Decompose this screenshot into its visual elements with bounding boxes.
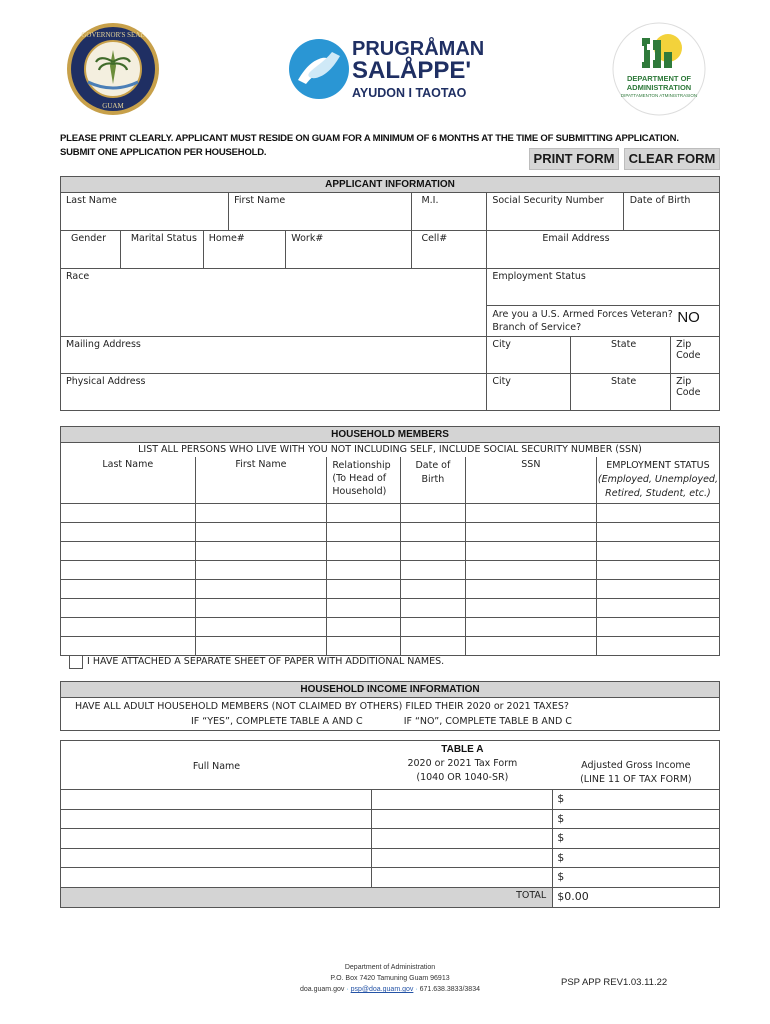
last-name-field[interactable]: Last Name xyxy=(61,193,229,231)
ta-form-input[interactable] xyxy=(372,868,553,888)
hm-last-input[interactable] xyxy=(61,503,196,522)
additional-names-checkbox[interactable] xyxy=(69,655,83,669)
table-a xyxy=(60,740,720,908)
program-title-2: SALÅPPE' xyxy=(352,57,472,84)
clear-form-button[interactable]: CLEAR FORM xyxy=(624,148,720,170)
veteran-cell xyxy=(487,306,720,337)
ta-name-input[interactable] xyxy=(61,868,372,888)
table-a-agi-line-1: Adjusted Gross Income xyxy=(581,760,691,771)
hm-rel-input[interactable] xyxy=(327,579,401,598)
hm-rel-input[interactable] xyxy=(327,636,401,655)
ta-agi-input[interactable]: $ xyxy=(553,868,720,888)
hm-col-relationship xyxy=(327,457,401,504)
footer-phone: 671.638.3833/3834 xyxy=(419,986,480,993)
hm-ssn-input[interactable] xyxy=(465,598,596,617)
ta-agi-input[interactable]: $ xyxy=(553,848,720,868)
hm-ssn-input[interactable] xyxy=(465,522,596,541)
hm-emp-input[interactable] xyxy=(596,541,719,560)
hm-emp-line-3: Retired, Student, etc.) xyxy=(605,487,711,499)
hm-col-first-name xyxy=(195,457,327,504)
table-a-full-name-header xyxy=(61,741,372,790)
mailing-city-field[interactable]: City xyxy=(487,337,571,374)
hm-dob-input[interactable] xyxy=(400,560,465,579)
marital-status-field[interactable]: Marital Status xyxy=(120,231,203,269)
instruction-line-2: SUBMIT ONE APPLICATION PER HOUSEHOLD. xyxy=(60,147,267,158)
hm-rel-input[interactable] xyxy=(327,522,401,541)
hm-last-input[interactable] xyxy=(61,541,196,560)
race-field[interactable]: Race xyxy=(61,269,487,337)
hm-last-input[interactable] xyxy=(61,617,196,636)
hm-ssn-input[interactable] xyxy=(465,560,596,579)
hm-rel-input[interactable] xyxy=(327,541,401,560)
hm-first-input[interactable] xyxy=(195,522,327,541)
revision-label: PSP APP REV1.03.11.22 xyxy=(561,977,668,988)
hm-emp-input[interactable] xyxy=(596,617,719,636)
hm-col-last-name-label: Last Name xyxy=(102,458,154,470)
physical-state-field[interactable]: State xyxy=(571,374,671,411)
hm-last-input[interactable] xyxy=(61,636,196,655)
veteran-question: Are you a U.S. Armed Forces Veteran? xyxy=(492,309,673,320)
table-row[interactable] xyxy=(61,868,720,888)
hm-rel-input[interactable] xyxy=(327,503,401,522)
hm-first-input[interactable] xyxy=(195,598,327,617)
table-a-form-line-1: 2020 or 2021 Tax Form xyxy=(407,758,518,769)
table-row[interactable] xyxy=(61,848,720,868)
hm-rel-input[interactable] xyxy=(327,560,401,579)
hm-emp-input[interactable] xyxy=(596,579,719,598)
mailing-state-field[interactable]: State xyxy=(571,337,671,374)
doa-line-3: DIPATTAMENTON ATMINISTRASION xyxy=(620,93,698,98)
table-a-form-line-2: (1040 OR 1040-SR) xyxy=(416,772,509,783)
hm-dob-input[interactable] xyxy=(400,617,465,636)
applicant-section-title: APPLICANT INFORMATION xyxy=(61,177,720,193)
income-options xyxy=(75,714,705,729)
footer-line-1: Department of Administration xyxy=(344,964,436,971)
hm-dob-line-2: Birth xyxy=(421,473,445,485)
income-question: HAVE ALL ADULT HOUSEHOLD MEMBERS (NOT CLAIMED BY OTHERS) FILED THEIR 2020 or 2021 TAXES? xyxy=(75,701,569,712)
hm-col-ssn-label: SSN xyxy=(521,458,541,470)
household-members-table xyxy=(60,426,720,656)
footer-line-2: P.O. Box 7420 Tamuning Guam 96913 xyxy=(330,975,450,982)
hm-first-input[interactable] xyxy=(195,617,327,636)
seal-top-text: GOVERNOR'S SEAL xyxy=(81,31,145,39)
hm-ssn-input[interactable] xyxy=(465,579,596,598)
hm-rel-line-3: Household) xyxy=(332,485,387,497)
ta-form-input[interactable] xyxy=(372,790,553,810)
hm-col-first-name-label: First Name xyxy=(235,458,287,470)
hm-first-input[interactable] xyxy=(195,503,327,522)
ta-form-input[interactable] xyxy=(372,809,553,829)
hm-ssn-input[interactable] xyxy=(465,541,596,560)
table-row[interactable] xyxy=(61,809,720,829)
table-row[interactable] xyxy=(61,503,720,522)
table-a-total-value: $0.00 xyxy=(553,887,720,907)
email-field[interactable]: Email Address xyxy=(487,231,720,269)
hm-first-input[interactable] xyxy=(195,579,327,598)
dob-field[interactable]: Date of Birth xyxy=(623,193,719,231)
veteran-select[interactable]: NO xyxy=(677,309,700,326)
hm-emp-input[interactable] xyxy=(596,560,719,579)
hm-first-input[interactable] xyxy=(195,636,327,655)
hm-rel-line-2: (To Head of xyxy=(332,472,387,484)
income-section-title: HOUSEHOLD INCOME INFORMATION xyxy=(61,682,720,698)
hm-emp-line-1: EMPLOYMENT STATUS xyxy=(606,459,710,471)
hm-last-input[interactable] xyxy=(61,598,196,617)
hm-ssn-input[interactable] xyxy=(465,617,596,636)
table-a-form-header xyxy=(372,741,553,790)
instruction-line-1: PLEASE PRINT CLEARLY. APPLICANT MUST RESIDE ON GUAM FOR A MINIMUM OF 6 MONTHS AT THE TIME OF SUBMITTING APPLICATION. xyxy=(60,133,679,144)
ta-name-input[interactable] xyxy=(61,790,372,810)
table-row[interactable] xyxy=(61,522,720,541)
income-no-option: IF “NO”, COMPLETE TABLE B AND C xyxy=(403,716,572,727)
home-phone-field[interactable]: Home# xyxy=(203,231,286,269)
table-a-total-label: TOTAL xyxy=(61,887,553,907)
footer-contact xyxy=(260,984,520,995)
hm-ssn-input[interactable] xyxy=(465,503,596,522)
footer-sep-1: · xyxy=(346,986,349,993)
ssn-field[interactable]: Social Security Number xyxy=(487,193,623,231)
hm-last-input[interactable] xyxy=(61,579,196,598)
table-row[interactable] xyxy=(61,790,720,810)
income-yes-option: IF “YES”, COMPLETE TABLE A AND C xyxy=(191,716,363,727)
program-title-3: AYUDON I TAOTAO xyxy=(352,86,467,100)
household-instruction: LIST ALL PERSONS WHO LIVE WITH YOU NOT INCLUDING SELF, INCLUDE SOCIAL SECURITY NUMBER (SSN) xyxy=(61,443,720,457)
physical-address-field[interactable]: Physical Address xyxy=(61,374,487,411)
hm-ssn-input[interactable] xyxy=(465,636,596,655)
ta-agi-input[interactable]: $ xyxy=(553,809,720,829)
table-a-agi-line-2: (LINE 11 OF TAX FORM) xyxy=(580,774,692,785)
first-name-field[interactable]: First Name xyxy=(229,193,412,231)
mailing-address-field[interactable]: Mailing Address xyxy=(61,337,487,374)
footer-address xyxy=(260,962,520,995)
hm-rel-input[interactable] xyxy=(327,598,401,617)
hm-dob-input[interactable] xyxy=(400,541,465,560)
table-row[interactable] xyxy=(61,560,720,579)
hm-last-input[interactable] xyxy=(61,560,196,579)
program-title-1: PRUGRÅMAN xyxy=(352,38,485,60)
table-row[interactable] xyxy=(61,598,720,617)
footer-sep-2: · xyxy=(415,986,418,993)
mi-field[interactable]: M.I. xyxy=(412,193,487,231)
table-row[interactable] xyxy=(61,579,720,598)
hm-col-employment xyxy=(596,457,719,504)
ta-agi-input[interactable]: $ xyxy=(553,790,720,810)
doa-line-2: ADMINISTRATION xyxy=(626,83,692,92)
footer-email-link[interactable]: psp@doa.guam.gov xyxy=(350,986,414,993)
hm-dob-input[interactable] xyxy=(400,522,465,541)
physical-zip-field[interactable]: Zip Code xyxy=(671,374,720,411)
ta-form-input[interactable] xyxy=(372,829,553,849)
governor-seal-logo xyxy=(66,22,160,116)
ta-name-input[interactable] xyxy=(61,829,372,849)
table-row[interactable] xyxy=(61,541,720,560)
hm-first-input[interactable] xyxy=(195,560,327,579)
footer-site[interactable]: doa.guam.gov xyxy=(300,986,345,993)
hm-emp-input[interactable] xyxy=(596,636,719,655)
hm-dob-input[interactable] xyxy=(400,636,465,655)
print-form-button[interactable]: PRINT FORM xyxy=(529,148,619,170)
hm-col-ssn xyxy=(465,457,596,504)
ta-name-input[interactable] xyxy=(61,848,372,868)
cell-phone-field[interactable]: Cell# xyxy=(412,231,487,269)
hm-col-last-name xyxy=(61,457,196,504)
table-row[interactable] xyxy=(61,636,720,655)
employment-status-field[interactable]: Employment Status xyxy=(487,269,720,306)
gender-field[interactable]: Gender xyxy=(61,231,121,269)
physical-city-field[interactable]: City xyxy=(487,374,571,411)
hm-rel-input[interactable] xyxy=(327,617,401,636)
branch-of-service: Branch of Service? xyxy=(492,322,582,333)
hm-dob-input[interactable] xyxy=(400,598,465,617)
table-a-agi-header xyxy=(553,741,720,790)
mailing-zip-field[interactable]: Zip Code xyxy=(671,337,720,374)
ta-agi-input[interactable]: $ xyxy=(553,829,720,849)
income-question-cell xyxy=(61,698,720,731)
hm-emp-line-2: (Employed, Unemployed, xyxy=(597,473,718,485)
household-section-title: HOUSEHOLD MEMBERS xyxy=(61,427,720,443)
table-row[interactable] xyxy=(61,829,720,849)
hm-first-input[interactable] xyxy=(195,541,327,560)
table-a-full-name-label: Full Name xyxy=(192,761,241,772)
ta-name-input[interactable] xyxy=(61,809,372,829)
applicant-info-table xyxy=(60,176,720,411)
hm-emp-input[interactable] xyxy=(596,522,719,541)
table-row[interactable] xyxy=(61,617,720,636)
table-a-title: TABLE A xyxy=(441,744,484,755)
seal-bottom-text: GUAM xyxy=(102,102,124,110)
program-logo xyxy=(288,36,508,106)
work-phone-field[interactable]: Work# xyxy=(286,231,412,269)
hm-dob-input[interactable] xyxy=(400,579,465,598)
hm-dob-input[interactable] xyxy=(400,503,465,522)
hm-emp-input[interactable] xyxy=(596,503,719,522)
hm-col-dob xyxy=(400,457,465,504)
ta-form-input[interactable] xyxy=(372,848,553,868)
hm-emp-input[interactable] xyxy=(596,598,719,617)
doa-line-1: DEPARTMENT OF xyxy=(626,74,692,83)
doa-logo xyxy=(612,22,706,116)
hm-last-input[interactable] xyxy=(61,522,196,541)
household-income-table xyxy=(60,681,720,731)
hm-dob-line-1: Date of xyxy=(415,459,451,471)
hm-rel-line-1: Relationship xyxy=(332,459,391,471)
additional-names-label: I HAVE ATTACHED A SEPARATE SHEET OF PAPER WITH ADDITIONAL NAMES. xyxy=(87,656,445,667)
